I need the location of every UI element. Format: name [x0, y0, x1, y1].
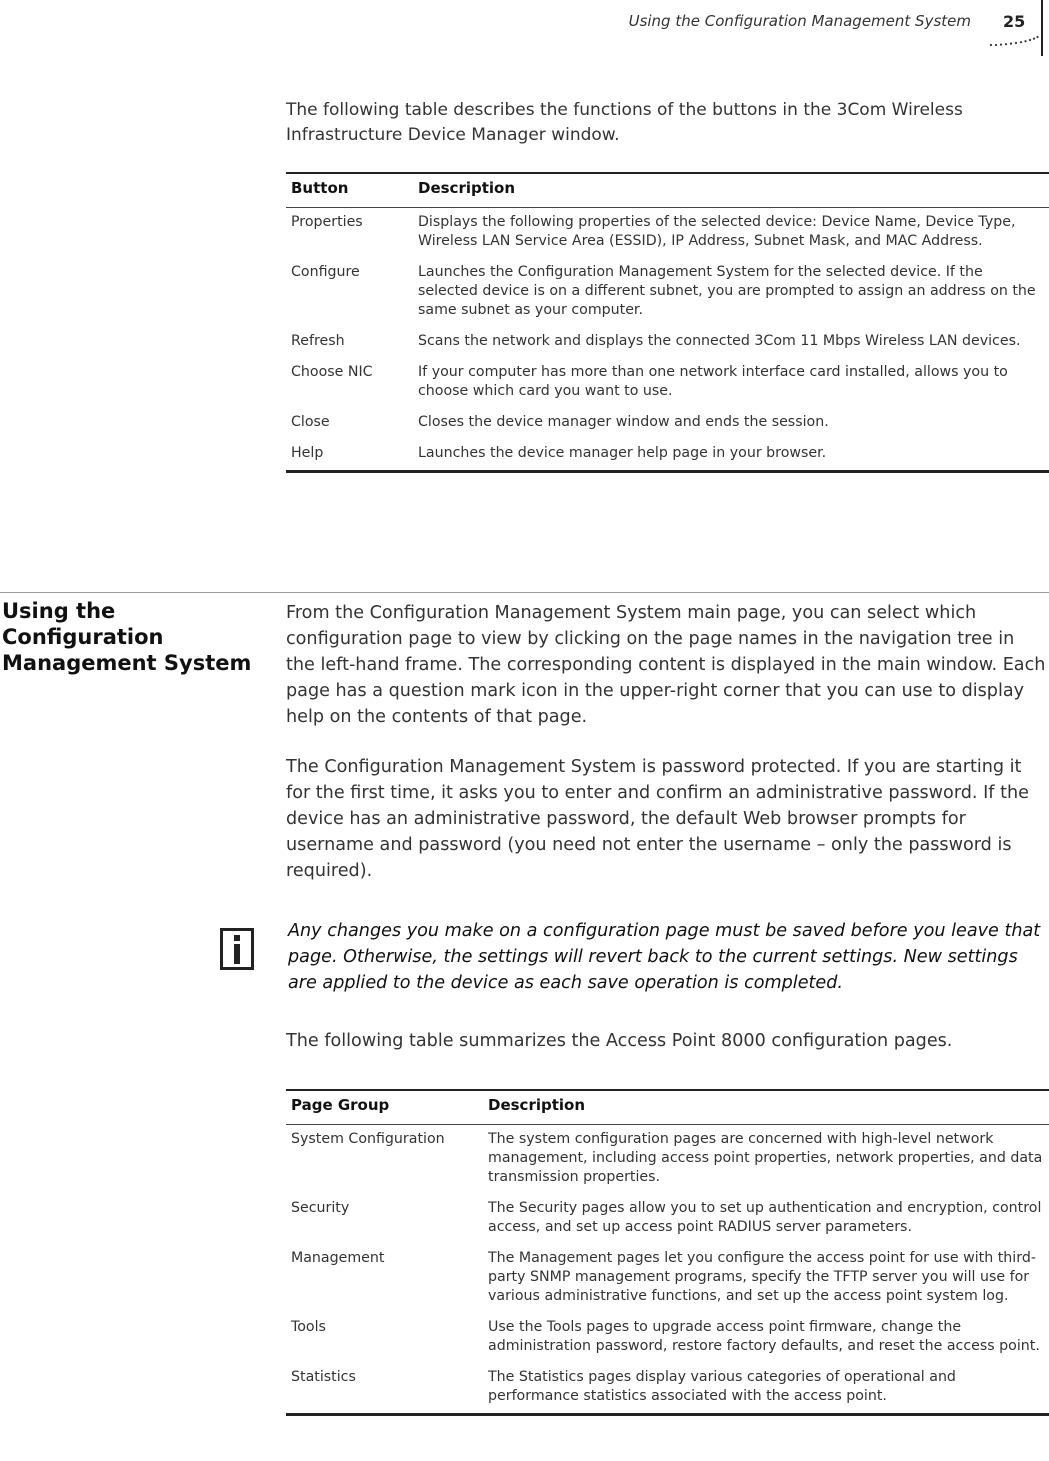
page-group-description-cell: Use the Tools pages to upgrade access point firmware, change the administration password, restore factory defaults, and reset the access point. — [488, 1319, 1040, 1354]
table-row — [286, 327, 1049, 358]
table-row — [286, 1125, 1049, 1195]
table-row — [286, 1363, 1049, 1415]
page-number: 25 — [1003, 12, 1026, 31]
button-description-cell: Closes the device manager window and ends the session. — [418, 414, 829, 430]
table-row — [286, 439, 1049, 472]
column-header-page-group: Page Group — [286, 1090, 483, 1125]
table-row — [286, 408, 1049, 439]
corner-dots-decoration — [988, 34, 1040, 54]
table-row — [286, 1244, 1049, 1313]
page-group-description-cell: The system configuration pages are concerned with high-level network management, including access point properties, network properties, and data transmission properties. — [488, 1131, 1043, 1185]
configuration-pages-table — [286, 1089, 1049, 1416]
button-description-cell: If your computer has more than one network interface card installed, allows you to choose which card you want to use. — [418, 364, 1008, 399]
table-row — [286, 1313, 1049, 1363]
running-header-title: Using the Configuration Management System — [628, 12, 971, 30]
corner-rule — [1041, 0, 1043, 56]
button-description-cell: Launches the device manager help page in your browser. — [413, 439, 1049, 472]
button-name-cell: Refresh — [291, 333, 345, 349]
page-group-cell: Management — [291, 1250, 385, 1266]
info-icon — [220, 928, 254, 970]
intro-paragraph: The following table describes the functions of the buttons in the 3Com Wireless Infrastructure Device Manager window. — [286, 100, 963, 145]
page-group-cell: Statistics — [286, 1363, 483, 1415]
table-row — [286, 258, 1049, 327]
section-heading: Using the Configuration Management System — [2, 599, 252, 675]
button-name-cell: Configure — [291, 264, 360, 280]
body-paragraph-navigation: From the Configuration Management System main page, you can select which configuration page to view by clicking on the page names in the navigation tree in the left-hand frame. The corresponding content is displayed in the main window. Each page has a question mark icon in the upper-right corner that you can use to display help on the contents of that page. — [286, 603, 1046, 727]
button-name-cell: Properties — [291, 214, 363, 230]
page-group-cell: System Configuration — [291, 1131, 445, 1147]
column-header-description: Description — [413, 173, 1049, 208]
button-name-cell: Help — [286, 439, 413, 472]
page-group-description-cell: The Security pages allow you to set up authentication and encryption, control access, and set up access point RADIUS server parameters. — [488, 1200, 1042, 1235]
column-header-description: Description — [483, 1090, 1049, 1125]
button-description-cell: Launches the Configuration Management System for the selected device. If the selected device is on a different subnet, you are prompted to assign an address on the same subnet as your computer. — [418, 264, 1036, 318]
button-description-cell: Scans the network and displays the connected 3Com 11 Mbps Wireless LAN devices. — [418, 333, 1021, 349]
button-description-table — [286, 172, 1049, 473]
table-row — [286, 1194, 1049, 1244]
table-row — [286, 208, 1049, 259]
table-header-row — [286, 1090, 1049, 1125]
column-header-button: Button — [286, 173, 413, 208]
table-row — [286, 358, 1049, 408]
note-text: Any changes you make on a configuration page must be saved before you leave that page. Otherwise, the settings will revert back to the current settings. New settings are applied to the device as each save operation is completed. — [288, 921, 1041, 993]
page-group-description-cell: The Management pages let you configure the access point for use with third-party SNMP management programs, specify the TFTP server you will use for various administrative functions, and set up the access point system log. — [488, 1250, 1036, 1304]
summary-paragraph: The following table summarizes the Access Point 8000 configuration pages. — [286, 1031, 953, 1051]
page-group-cell: Tools — [291, 1319, 326, 1335]
body-paragraph-password: The Configuration Management System is password protected. If you are starting it for the first time, it asks you to enter and confirm an administrative password. If the device has an administrative password, the default Web browser prompts for username and password (you need not enter the username – only the password is required). — [286, 757, 1029, 881]
table-header-row — [286, 173, 1049, 208]
page-group-cell: Security — [291, 1200, 350, 1216]
section-divider — [0, 592, 1049, 593]
button-name-cell: Close — [291, 414, 330, 430]
page-group-description-cell: The Statistics pages display various categories of operational and performance statistics associated with the access point. — [483, 1363, 1049, 1415]
button-name-cell: Choose NIC — [291, 364, 373, 380]
button-description-cell: Displays the following properties of the selected device: Device Name, Device Type, Wireless LAN Service Area (ESSID), IP Address, Subnet Mask, and MAC Address. — [418, 214, 1016, 249]
